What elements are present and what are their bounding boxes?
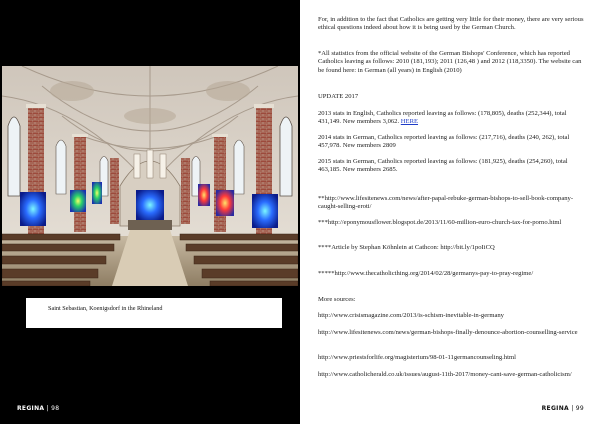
footer-separator: | xyxy=(571,405,574,412)
more-sources-heading: More sources: xyxy=(318,296,356,303)
here-link[interactable]: HERE xyxy=(400,118,419,126)
source-2: http://www.lifesitenews.com/news/german-bishops-finally-denounce-abortion-counselling-service xyxy=(318,329,578,336)
stats-2013-paragraph xyxy=(318,110,584,127)
left-page-footer xyxy=(17,405,59,412)
stats-2015-paragraph: 2015 stats in German, Catholics reported leaving as follows: (181,925), deaths (254,260), total 463,185. New members 2685. xyxy=(318,158,568,174)
update-heading: UPDATE 2017 xyxy=(318,93,359,100)
stats-2013-text: 2013 stats in English, Catholics reported leaving as follows: (178,805), deaths (252,344), total 431,149. New members 3,062. xyxy=(318,110,567,126)
right-page-footer xyxy=(542,405,584,412)
page-number: 98 xyxy=(51,405,60,412)
church-interior-photo xyxy=(2,66,298,286)
statistics-note: *All statistics from the official website of the German Bishops' Conference, which has reported Catholics leaving as follows: 2010 (181,193); 2011 (126,48 ) and 2012 (118,3350). The website can be found here: in German (all years) in English (2010) xyxy=(318,50,582,74)
footer-separator: | xyxy=(46,405,49,412)
source-1: http://www.crisismagazine.com/2013/is-schism-inevitable-in-germany xyxy=(318,312,504,319)
stats-2014-paragraph: 2014 stats in German, Catholics reported leaving as follows: (217,716), deaths (240, 262), total 457,978. New members 2809 xyxy=(318,134,570,150)
source-3: http://www.priestsforlife.org/magisterium/98-01-11germancounseling.html xyxy=(318,354,516,361)
page-number: 99 xyxy=(575,405,584,412)
reference-1: **http://www.lifesitenews.com/news/after-papal-rebuke-german-bishops-to-sell-book-company-caught-selling-eroti/ xyxy=(318,195,574,211)
right-page xyxy=(300,0,600,424)
footer-brand: REGINA xyxy=(541,405,569,412)
footer-brand: REGINA xyxy=(17,405,45,412)
photo-caption: Saint Sebastian, Koenigsdorf in the Rhineland xyxy=(48,305,163,312)
intro-paragraph: For, in addition to the fact that Catholics are getting very little for their money, there are very serious ethical questions indeed about how it is being used by the German Church. xyxy=(318,16,584,32)
source-4: http://www.catholicherald.co.uk/issues/august-11th-2017/money-cant-save-german-catholicism/ xyxy=(318,371,572,378)
reference-3: ****Article by Stephan Köhnlein at Cathcon: http://bit.ly/1poIiCQ xyxy=(318,244,495,251)
reference-2: ***http://eponymousflower.blogspot.de/2013/11/60-million-euro-church-tax-for-porno.html xyxy=(318,219,562,226)
reference-4: *****http://www.thecatholicthing.org/2014/02/28/germanys-pay-to-pray-regime/ xyxy=(318,270,534,277)
caption-box xyxy=(26,298,282,328)
